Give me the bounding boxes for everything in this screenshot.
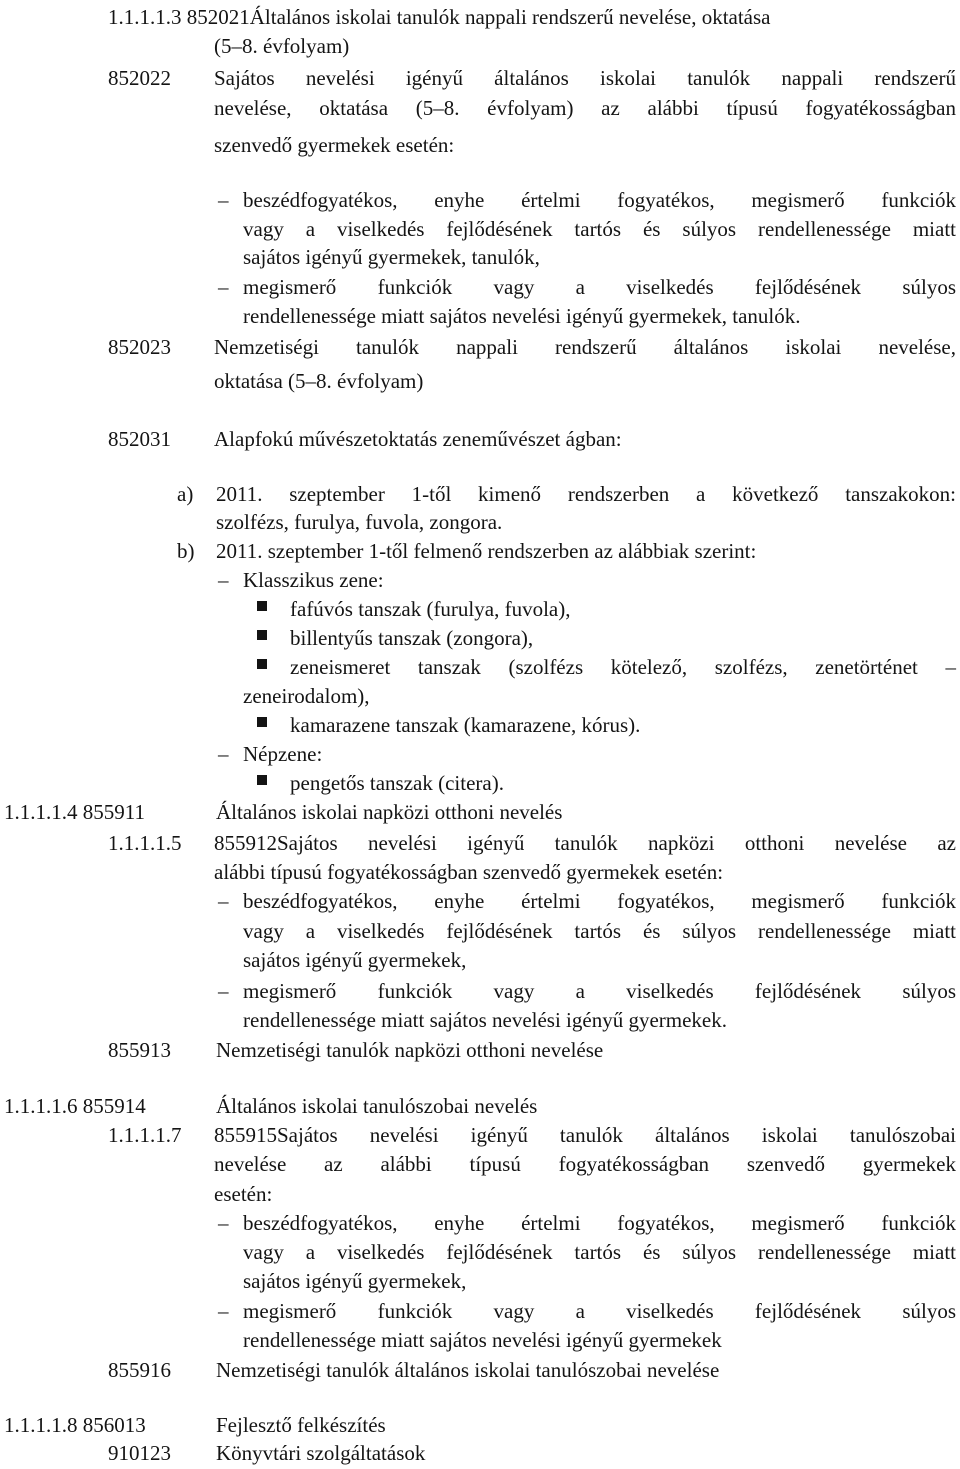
dash-bullet: – <box>218 742 229 766</box>
square-bullet-icon <box>257 601 267 611</box>
teaor-code: 1.1.1.1.6 855914 <box>4 1094 146 1118</box>
text-line: 2011. szeptember 1-től kimenő rendszerben a következő tanszakokon: <box>216 482 956 506</box>
dash-bullet: – <box>218 188 229 212</box>
text-line: beszédfogyatékos, enyhe értelmi fogyatékos, megismerő funkciók <box>243 188 956 212</box>
text-line: megismerő funkciók vagy a viselkedés fejlődésének súlyos <box>243 275 956 299</box>
text-line: sajátos igényű gyermekek, <box>243 948 467 972</box>
text-line: vagy a viselkedés fejlődésének tartós és súlyos rendellenessége miatt <box>243 1240 956 1264</box>
text-line: beszédfogyatékos, enyhe értelmi fogyatékos, megismerő funkciók <box>243 1211 956 1235</box>
text-line: Népzene: <box>243 742 323 766</box>
teaor-code: 855913 <box>108 1038 171 1062</box>
text-line: 855915Sajátos nevelési igényű tanulók általános iskolai tanulószobai <box>214 1123 956 1147</box>
text-line: Fejlesztő felkészítés <box>216 1413 386 1437</box>
teaor-code: 1.1.1.1.8 856013 <box>4 1413 146 1437</box>
dash-bullet: – <box>218 889 229 913</box>
text-line: Általános iskolai napközi otthoni nevelés <box>216 800 563 824</box>
teaor-code: 910123 <box>108 1441 171 1465</box>
section-number: 1.1.1.1.5 <box>108 831 182 855</box>
text-line: vagy a viselkedés fejlődésének tartós és súlyos rendellenessége miatt <box>243 217 956 241</box>
text-line: szenvedő gyermekek esetén: <box>214 133 455 157</box>
text-line: rendellenessége miatt sajátos nevelési igényű gyermekek <box>243 1328 722 1352</box>
text-line: rendellenessége miatt sajátos nevelési igényű gyermekek. <box>243 1008 727 1032</box>
teaor-code: 852022 <box>108 66 171 90</box>
dash-bullet: – <box>218 275 229 299</box>
text-line: 855912Sajátos nevelési igényű tanulók napközi otthoni nevelése az <box>214 831 956 855</box>
text-line: esetén: <box>214 1182 273 1206</box>
text-line: sajátos igényű gyermekek, tanulók, <box>243 245 540 269</box>
text-line: Könyvtári szolgáltatások <box>216 1441 426 1465</box>
section-number: 1.1.1.1.7 <box>108 1123 182 1147</box>
text-line: fafúvós tanszak (furulya, fuvola), <box>290 597 571 621</box>
text-line: nevelése, oktatása (5–8. évfolyam) az alábbi típusú fogyatékosságban <box>214 96 956 120</box>
teaor-code: 855916 <box>108 1358 171 1382</box>
dash-bullet: – <box>218 568 229 592</box>
dash-bullet: – <box>218 979 229 1003</box>
text-line: beszédfogyatékos, enyhe értelmi fogyatékos, megismerő funkciók <box>243 889 956 913</box>
square-bullet-icon <box>257 630 267 640</box>
teaor-code: 1.1.1.1.4 855911 <box>4 800 145 824</box>
text-line: billentyűs tanszak (zongora), <box>290 626 534 650</box>
list-marker: a) <box>177 482 194 506</box>
square-bullet-icon <box>257 659 267 669</box>
dash-bullet: – <box>218 1211 229 1235</box>
list-marker: b) <box>177 539 195 563</box>
dash-bullet: – <box>218 1299 229 1323</box>
text-line: vagy a viselkedés fejlődésének tartós és súlyos rendellenessége miatt <box>243 919 956 943</box>
text-line: Klasszikus zene: <box>243 568 384 592</box>
text-line: kamarazene tanszak (kamarazene, kórus). <box>290 713 641 737</box>
text-line: Nemzetiségi tanulók nappali rendszerű általános iskolai nevelése, <box>214 335 956 359</box>
text-line: Általános iskolai tanulószobai nevelés <box>216 1094 538 1118</box>
text-line: 1.1.1.1.3 852021Általános iskolai tanulók nappali rendszerű nevelése, oktatása <box>108 5 771 29</box>
text-line: Nemzetiségi tanulók általános iskolai tanulószobai nevelése <box>216 1358 720 1382</box>
text-line: megismerő funkciók vagy a viselkedés fejlődésének súlyos <box>243 979 956 1003</box>
teaor-code: 852031 <box>108 427 171 451</box>
square-bullet-icon <box>257 775 267 785</box>
text-line: rendellenessége miatt sajátos nevelési igényű gyermekek, tanulók. <box>243 304 801 328</box>
text-line: (5–8. évfolyam) <box>214 34 350 58</box>
text-line: alábbi típusú fogyatékosságban szenvedő gyermekek esetén: <box>214 860 724 884</box>
text-line: Nemzetiségi tanulók napközi otthoni nevelése <box>216 1038 604 1062</box>
text-line: zeneirodalom), <box>243 684 370 708</box>
text-line: megismerő funkciók vagy a viselkedés fejlődésének súlyos <box>243 1299 956 1323</box>
text-line: Alapfokú művészetoktatás zeneművészet ágban: <box>214 427 622 451</box>
square-bullet-icon <box>257 717 267 727</box>
text-line: zeneismeret tanszak (szolfézs kötelező, szolfézs, zenetörténet – <box>290 655 956 679</box>
text-line: oktatása (5–8. évfolyam) <box>214 369 424 393</box>
teaor-code: 852023 <box>108 335 171 359</box>
text-line: szolfézs, furulya, fuvola, zongora. <box>216 510 503 534</box>
text-line: nevelése az alábbi típusú fogyatékosságban szenvedő gyermekek <box>214 1152 956 1176</box>
text-line: pengetős tanszak (citera). <box>290 771 504 795</box>
text-line: sajátos igényű gyermekek, <box>243 1269 467 1293</box>
text-line: Sajátos nevelési igényű általános iskolai tanulók nappali rendszerű <box>214 66 956 90</box>
text-line: 2011. szeptember 1-től felmenő rendszerben az alábbiak szerint: <box>216 539 757 563</box>
